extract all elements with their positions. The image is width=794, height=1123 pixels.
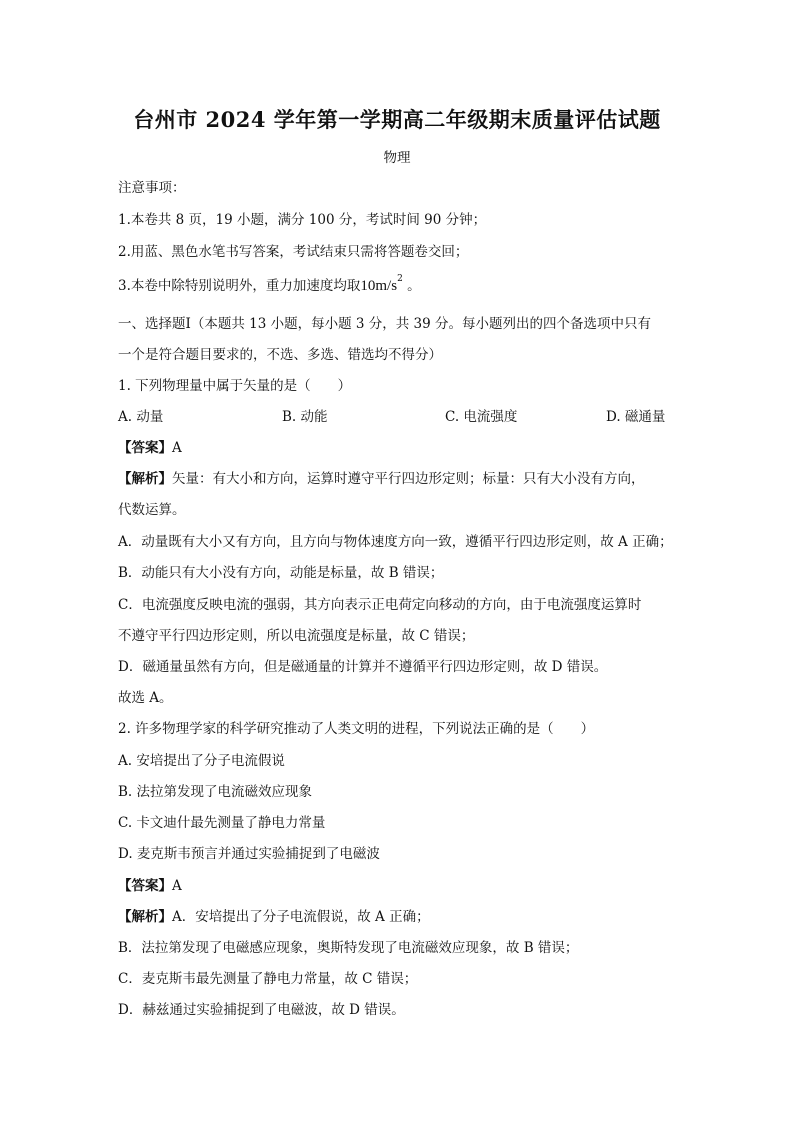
gravity-exponent: 2 bbox=[397, 274, 403, 284]
q2-analysis-text: A．安培提出了分子电流假说，故 A 正确； bbox=[172, 909, 430, 925]
q1-explanation-a: A．动量既有大小又有方向，且方向与物体速度方向一致，遵循平行四边形定则，故 A 正确； bbox=[118, 534, 673, 550]
q1-answer-value: A bbox=[172, 440, 182, 456]
q2-option-a: A. 安培提出了分子电流假说 bbox=[118, 753, 285, 769]
q2-option-b: B. 法拉第发现了电流磁效应现象 bbox=[118, 784, 313, 800]
q1-answer bbox=[118, 436, 182, 456]
q1-analysis-line2: 代数运算。 bbox=[118, 502, 186, 518]
q1-stem: 1. 下列物理量中属于矢量的是（ ） bbox=[118, 378, 352, 394]
q1-option-d: D. 磁通量 bbox=[606, 409, 666, 425]
note-item-3-text: 3.本卷中除特别说明外，重力加速度均取 bbox=[118, 278, 361, 294]
document-title: 台州市 2024 学年第一学期高二年级期末质量评估试题 bbox=[133, 107, 661, 132]
q2-analysis-line1 bbox=[118, 905, 430, 925]
q1-option-c: C. 电流强度 bbox=[445, 409, 518, 425]
q2-explanation-b: B．法拉第发现了电磁感应现象，奥斯特发现了电流磁效应现象，故 B 错误； bbox=[118, 940, 579, 956]
q1-option-a: A. 动量 bbox=[118, 409, 164, 425]
note-item-3-tail: 。 bbox=[402, 278, 421, 294]
q2-option-d: D. 麦克斯韦预言并通过实验捕捉到了电磁波 bbox=[118, 846, 380, 862]
q1-analysis-label: 【解析】 bbox=[118, 471, 172, 487]
q2-answer bbox=[118, 874, 182, 894]
q1-analysis-text: 矢量：有大小和方向，运算时遵守平行四边形定则；标量：只有大小没有方向， bbox=[172, 471, 645, 487]
q2-stem: 2. 许多物理学家的科学研究推动了人类文明的进程，下列说法正确的是（ ） bbox=[118, 721, 595, 737]
q1-analysis-line1 bbox=[118, 467, 645, 487]
q1-explanation-d: D．磁通量虽然有方向，但是磁通量的计算并不遵循平行四边形定则，故 D 错误。 bbox=[118, 659, 608, 675]
q2-analysis-label: 【解析】 bbox=[118, 909, 172, 925]
q1-answer-label: 【答案】 bbox=[118, 440, 172, 456]
q1-explanation-b: B．动能只有大小没有方向，动能是标量，故 B 错误； bbox=[118, 565, 444, 581]
q1-explanation-c-2: 不遵守平行四边形定则，所以电流强度是标量，故 C 错误； bbox=[118, 628, 475, 644]
q1-conclusion: 故选 A。 bbox=[118, 690, 173, 706]
document-subject: 物理 bbox=[383, 150, 411, 166]
gravity-value: 10m/s bbox=[360, 278, 398, 294]
q2-explanation-d: D．赫兹通过实验捕捉到了电磁波，故 D 错误。 bbox=[118, 1002, 405, 1018]
note-item-3 bbox=[118, 274, 421, 295]
q2-answer-label: 【答案】 bbox=[118, 878, 172, 894]
q1-option-b: B. 动能 bbox=[282, 409, 328, 425]
q2-answer-value: A bbox=[172, 878, 182, 894]
note-item-2: 2.用蓝、黑色水笔书写答案，考试结束只需将答题卷交回； bbox=[118, 244, 469, 260]
section1-heading-line1: 一、选择题Ⅰ（本题共 13 小题，每小题 3 分，共 39 分。每小题列出的四个备选项中只有 bbox=[118, 316, 652, 332]
section1-heading-line2: 一个是符合题目要求的，不选、多选、错选均不得分） bbox=[118, 347, 442, 363]
q2-explanation-c: C．麦克斯韦最先测量了静电力常量，故 C 错误； bbox=[118, 971, 418, 987]
q1-explanation-c-1: C．电流强度反映电流的强弱，其方向表示正电荷定向移动的方向，由于电流强度运算时 bbox=[118, 597, 642, 613]
note-item-1: 1.本卷共 8 页，19 小题，满分 100 分，考试时间 90 分钟； bbox=[118, 212, 487, 228]
q2-option-c: C. 卡文迪什最先测量了静电力常量 bbox=[118, 815, 326, 831]
notes-heading: 注意事项： bbox=[118, 180, 186, 196]
